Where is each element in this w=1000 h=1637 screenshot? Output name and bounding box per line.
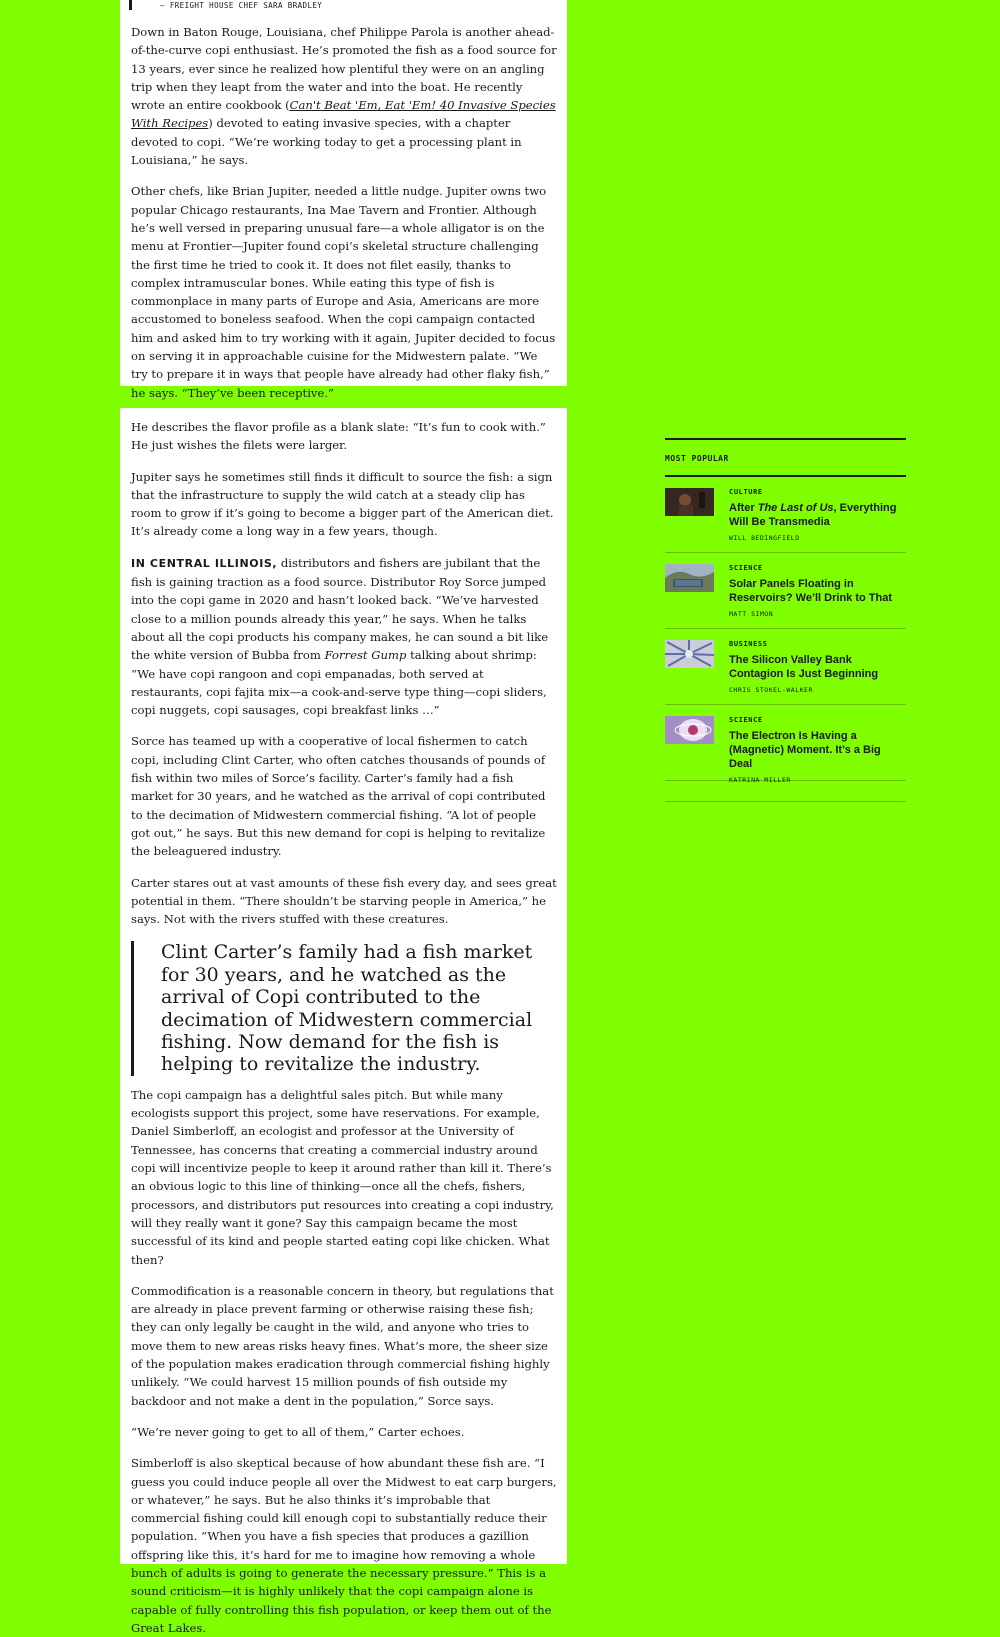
paragraph: Jupiter says he sometimes still finds it difficult to source the fish: a sign that the infrastructure to supply the wild catch at a steady clip has room to grow if it’s going to become a bigger part of the American diet. It’s already come a long way in a few years, though. — [131, 469, 554, 539]
paragraph: “We’re never going to get to all of them,” Carter echoes. — [131, 1424, 465, 1439]
tv-still-thumbnail-icon[interactable] — [665, 488, 714, 516]
paragraph: Sorce has teamed up with a cooperative of local fishermen to catch copi, including Clint Carter, who often catches thousands of pounds of fish within two miles of Sorce’s facility. Carter’s family had a fish market for 30 years, and he watched as the arrival of copi contributed to the decimation of Midwestern commercial fishing. “A lot of people got out,” he says. But this new demand for copi is helping to revitalize the beleaguered industry. — [131, 734, 546, 859]
story-category: SCIENCE — [729, 716, 763, 724]
paragraph: Other chefs, like Brian Jupiter, needed a little nudge. Jupiter owns two popular Chicago restaurants, Ina Mae Tavern and Frontier. Although he’s well versed in preparing unusual fare—a whole alligator is on the menu at Frontier—Jupiter found copi’s skeletal structure challenging the first time he tried to cook it. It does not filet easily, thanks to complex intramuscular bones. While eating this type of fish is commonplace in many parts of Europe and Asia, Americans are more accustomed to boneless seafood. When the copi campaign contacted him and asked him to try working with it again, Jupiter decided to focus on serving it in approachable cuisine for the Midwestern palate. “We try to prepare it in ways that people have already had other flaky fish,” he says. “They’ve been receptive.” — [131, 184, 556, 400]
story-byline[interactable]: CHRIS STOKEL-WALKER — [729, 686, 813, 694]
paragraph: Simberloff is also skeptical because of how abundant these fish are. “I guess you could induce people all over the Midwest to eat carp burgers, or whatever,” he says. But he also thinks it’s improbable that commercial fishing could kill enough copi to substantially reduce their population. “When you have a fish species that produces a gazillion offspring like this, it’s hard for me to imagine how removing a whole bunch of adults is going to generate the necessary pressure.” This is a sound criticism—it is highly unlikely that the copi campaign alone is capable of fully controlling this fish population, or keep them out of the Great Lakes. — [131, 1456, 557, 1635]
story-category: SCIENCE — [729, 564, 763, 572]
pull-quote: Clint Carter’s family had a fish market for 30 years, and he watched as the arrival of Copi contributed to the decimation of Midwestern commercial fishing. Now demand for the fish is helping to revitalize the industry. — [131, 941, 557, 1075]
story-category: CULTURE — [729, 488, 763, 496]
electron-thumbnail-icon[interactable] — [665, 716, 714, 744]
article-card-top — [120, 0, 567, 400]
divider — [665, 781, 906, 802]
most-popular-heading: MOST POPULAR — [665, 454, 729, 463]
article-card-main — [120, 408, 567, 1635]
story-category: BUSINESS — [729, 640, 768, 648]
popular-story[interactable] — [665, 705, 906, 784]
popular-story[interactable] — [665, 629, 906, 705]
most-popular-sidebar — [665, 438, 906, 802]
paragraph: Commodification is a reasonable concern in theory, but regulations that are already in place prevent farming or otherwise raising these fish; they can only legally be caught in the wild, and anyone who tries to move them to new areas risks heavy fines. What’s more, the sheer size of the population makes eradication through commercial fishing highly unlikely. “We could harvest 15 million pounds of fish outside my backdoor and not make a dent in the population,” Sorce says. — [131, 1283, 554, 1408]
popular-story[interactable] — [665, 553, 906, 629]
pullquote-rule — [129, 0, 132, 10]
story-title[interactable]: After The Last of Us, Everything Will Be Transmedia — [729, 502, 897, 528]
reservoir-thumbnail-icon[interactable] — [665, 564, 714, 592]
paragraph: IN CENTRAL ILLINOIS, distributors and fishers are jubilant that the fish is gaining traction as a food source. Distributor Roy Sorce jumped into the copi game in 2020 and hasn’t looked back. “We’ve harvested close to a million pounds already this year,” he says. When he talks about all the copi products his company makes, he can sound a bit like the white version of Bubba from Forrest Gump talking about shrimp: “We have copi rangoon and copi empanadas, both served at restaurants, copi fajita mix—a cook-and-serve type thing—copi sliders, copi nuggets, copi sausages, copi breakfast links …” — [131, 555, 549, 718]
paragraph: Carter stares out at vast amounts of these fish every day, and sees great potential in them. “There shouldn’t be starving people in America,” he says. Not with the rivers stuffed with these creatures. — [131, 875, 557, 927]
story-title[interactable]: The Silicon Valley Bank Contagion Is Just Beginning — [729, 654, 879, 680]
story-byline[interactable]: MATT SIMON — [729, 610, 774, 618]
story-byline[interactable]: KATRINA MILLER — [729, 776, 791, 784]
quote-credit: — FREIGHT HOUSE CHEF SARA BRADLEY — [160, 1, 323, 10]
section-lead: IN CENTRAL ILLINOIS, — [131, 556, 278, 570]
paragraph: Down in Baton Rouge, Louisiana, chef Philippe Parola is another ahead-of-the-curve copi enthusiast. He’s promoted the fish as a food source for 13 years, ever since he realized how plentiful they were on an angling trip when they leapt from the water and into the boat. He recently wrote an entire cookbook (Can't Beat 'Em, Eat 'Em! 40 Invasive Species With Recipes) devoted to eating invasive species, with a chapter devoted to copi. “We’re working today to get a processing plant in Louisiana,” he says. — [131, 25, 557, 168]
film-title: Forrest Gump — [324, 648, 407, 663]
cookbook-link[interactable]: Can't Beat 'Em, Eat 'Em! 40 Invasive Species With Recipes — [131, 98, 556, 131]
paragraph: He describes the flavor profile as a blank slate: “It’s fun to cook with.” He just wishes the filets were larger. — [131, 420, 546, 453]
story-title[interactable]: Solar Panels Floating in Reservoirs? We’ll Drink to That — [729, 578, 893, 604]
story-byline[interactable]: WILL BEDINGFIELD — [729, 534, 800, 542]
paragraph: The copi campaign has a delightful sales pitch. But while many ecologists support this project, some have reservations. For example, Daniel Simberloff, an ecologist and professor at the University of Tennessee, has concerns that creating a commercial industry around copi will incentivize people to keep it around rather than kill it. There’s an obvious logic to this line of thinking—once all the chefs, fishers, processors, and distributors put resources into creating a copi industry, will they really want it gone? Say this campaign became the most successful of its kind and people started eating copi like chicken. What then? — [131, 1087, 554, 1267]
spiral-thumbnail-icon[interactable] — [665, 640, 714, 668]
popular-story[interactable] — [665, 477, 906, 553]
story-title[interactable]: The Electron Is Having a (Magnetic) Moment. It’s a Big Deal — [729, 730, 881, 770]
